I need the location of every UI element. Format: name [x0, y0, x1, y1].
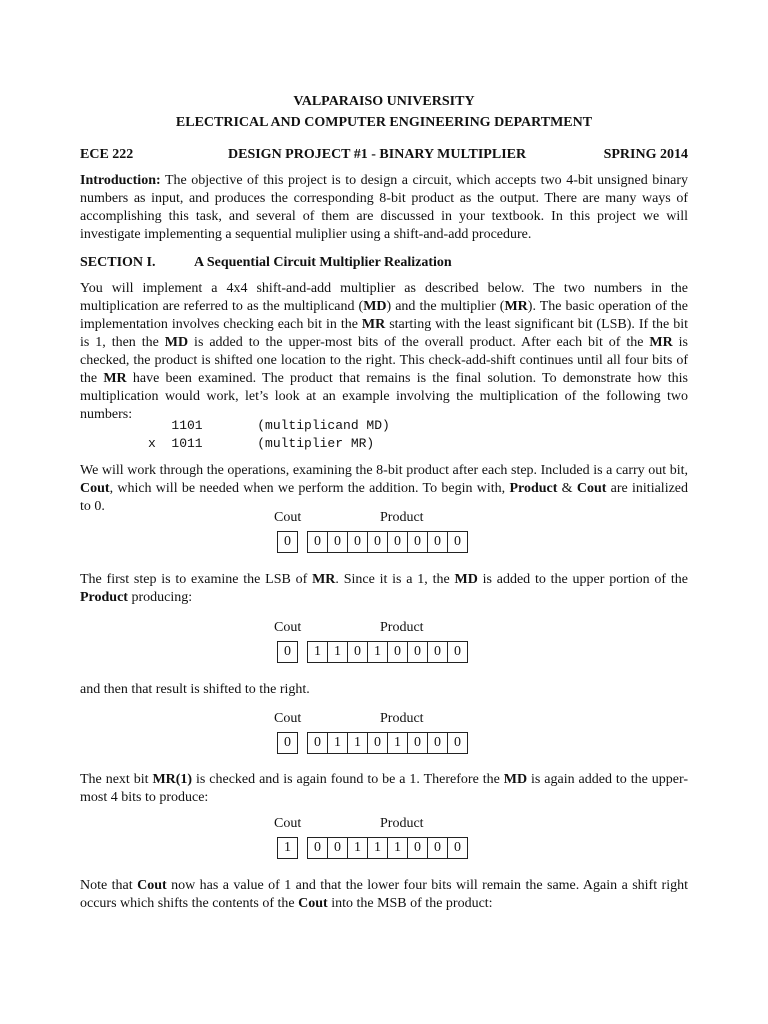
product-bit: 1 — [367, 642, 387, 662]
example-line-2: x 1011 (multiplier MR) — [148, 436, 375, 451]
section-number: SECTION I. — [80, 255, 156, 270]
text-run: producing: — [127, 590, 193, 605]
product-bit: 0 — [427, 733, 447, 753]
text-run: is added to the upper-most bits of the overall product. After each bit of the — [188, 335, 650, 350]
product-bit: 0 — [314, 534, 321, 549]
product-bit: 0 — [407, 733, 427, 753]
cout-label: Cout — [274, 711, 302, 726]
text-run-bold: MD — [363, 299, 387, 314]
product-bit: 0 — [447, 838, 467, 858]
product-bit: 0 — [427, 838, 447, 858]
course-number: ECE 222 — [80, 147, 134, 162]
register-after-shift-1 — [274, 711, 504, 759]
product-bit: 1 — [327, 733, 347, 753]
paragraph-3 — [80, 571, 688, 607]
text-run: ). The basic operation of the implementation involves checking each bit in the — [80, 299, 688, 332]
cout-label: Cout — [274, 816, 302, 831]
paragraph-1 — [80, 280, 688, 424]
text-run-bold: MD — [164, 335, 189, 350]
text-run: is again added to the upper-most 4 bits to produce: — [80, 772, 688, 805]
product-label: Product — [380, 711, 424, 726]
product-bit: 0 — [407, 532, 427, 552]
product-bit: 1 — [347, 733, 367, 753]
text-run-bold: Product — [80, 590, 128, 605]
text-run: is checked, the product is shifted one location to the right. This check-add-shift continues until all four bits of the — [80, 335, 689, 386]
text-run: and then that result is shifted to the right. — [80, 682, 310, 697]
text-run: You will implement a 4x4 shift-and-add multiplier as described below. The two numbers in the multiplication are referred to as the multiplicand ( — [80, 281, 688, 314]
text-run: into the MSB of the product: — [327, 896, 493, 911]
text-run: is checked and is again found to be a 1. Therefore the — [192, 772, 504, 787]
product-bit: 0 — [314, 840, 321, 855]
product-bit: 0 — [314, 735, 321, 750]
cout-label: Cout — [274, 510, 302, 525]
text-run-bold: MR — [649, 335, 673, 350]
section-title: A Sequential Circuit Multiplier Realization — [194, 255, 452, 270]
university-title: VALPARAISO UNIVERSITY — [293, 94, 475, 109]
text-run-bold: MR — [504, 299, 528, 314]
section-heading — [80, 253, 688, 273]
product-bit: 0 — [407, 642, 427, 662]
text-run-bold: Product — [509, 481, 558, 496]
register-after-add-1 — [274, 620, 504, 668]
product-bit: 0 — [347, 532, 367, 552]
product-label: Product — [380, 816, 424, 831]
product-bit: 0 — [387, 532, 407, 552]
intro-label: Introduction: — [80, 173, 161, 188]
text-run: ) and the multiplier ( — [386, 299, 505, 314]
text-run-bold: MD — [454, 572, 478, 587]
product-bit: 0 — [367, 733, 387, 753]
product-bit: 0 — [327, 532, 347, 552]
text-run-bold: MR(1) — [152, 772, 193, 787]
text-run-bold: MR — [103, 371, 127, 386]
paragraph-5 — [80, 771, 688, 807]
paragraph-6 — [80, 877, 688, 913]
cout-cell: 0 — [277, 732, 298, 754]
paragraph-4 — [80, 681, 688, 699]
text-run-bold: Cout — [80, 481, 110, 496]
text-run: , which will be needed when we perform the addition. To begin with, — [109, 481, 510, 496]
product-bit: 1 — [367, 838, 387, 858]
product-bit: 0 — [407, 838, 427, 858]
text-run: The next bit — [80, 772, 153, 787]
product-label: Product — [380, 510, 424, 525]
text-run-bold: MR — [312, 572, 336, 587]
register-initial — [274, 510, 504, 558]
product-bit: 1 — [347, 838, 367, 858]
course-line — [80, 145, 688, 165]
product-bit: 1 — [314, 644, 321, 659]
example-line-1: 1101 (multiplicand MD) — [148, 418, 390, 433]
product-bit: 0 — [447, 532, 467, 552]
text-run: The first step is to examine the LSB of — [80, 572, 313, 587]
product-bit: 0 — [327, 838, 347, 858]
text-run: have been examined. The product that remains is the final solution. To demonstrate how this multiplication would work, let’s look at an example involving the multiplication of the following two numbers: — [80, 371, 688, 422]
text-run: Note that — [80, 878, 138, 893]
product-bit: 0 — [387, 642, 407, 662]
cout-label: Cout — [274, 620, 302, 635]
product-bit: 1 — [387, 838, 407, 858]
product-bit: 0 — [427, 642, 447, 662]
product-cells — [307, 641, 468, 663]
product-bit: 0 — [347, 642, 367, 662]
text-run-bold: MR — [361, 317, 386, 332]
product-bit: 1 — [327, 642, 347, 662]
product-cells — [307, 531, 468, 553]
text-run-bold: MD — [503, 772, 528, 787]
intro-text: The objective of this project is to design a circuit, which accepts two 4-bit unsigned binary numbers as input, and produces the corresponding 8-bit product as the output. There are many ways of accomplishing this task, and several of them are discussed in your textbook. In this project we will investigate implementing a sequential muliplier using a shift-and-add procedure. — [80, 173, 688, 242]
intro-paragraph — [80, 172, 688, 244]
text-run: are initialized to 0. — [80, 481, 689, 514]
product-bit: 0 — [447, 642, 467, 662]
project-title: DESIGN PROJECT #1 - BINARY MULTIPLIER — [228, 147, 527, 162]
product-bit: 0 — [427, 532, 447, 552]
product-cells — [307, 732, 468, 754]
cout-cell: 1 — [277, 837, 298, 859]
text-run: starting with the least significant bit (LSB). If the bit is 1, then the — [80, 317, 688, 350]
product-bit: 0 — [367, 532, 387, 552]
text-run: & — [557, 481, 577, 496]
product-cells — [307, 837, 468, 859]
text-run: now has a value of 1 and that the lower four bits will remain the same. Again a shift right occurs which shifts the contents of the — [80, 878, 688, 911]
register-after-add-2 — [274, 816, 504, 864]
cout-cell: 0 — [277, 531, 298, 553]
text-run-bold: Cout — [298, 896, 328, 911]
text-run: is added to the upper portion of the — [477, 572, 688, 587]
product-bit: 0 — [447, 733, 467, 753]
text-run-bold: Cout — [576, 481, 607, 496]
text-run: We will work through the operations, examining the 8-bit product after each step. Included is a carry out bit, — [80, 463, 688, 478]
term: SPRING 2014 — [603, 147, 688, 162]
product-bit: 1 — [387, 733, 407, 753]
paragraph-2 — [80, 462, 688, 516]
product-label: Product — [380, 620, 424, 635]
text-run-bold: Cout — [137, 878, 167, 893]
department-title: ELECTRICAL AND COMPUTER ENGINEERING DEPARTMENT — [175, 115, 593, 130]
text-run: . Since it is a 1, the — [335, 572, 455, 587]
cout-cell: 0 — [277, 641, 298, 663]
